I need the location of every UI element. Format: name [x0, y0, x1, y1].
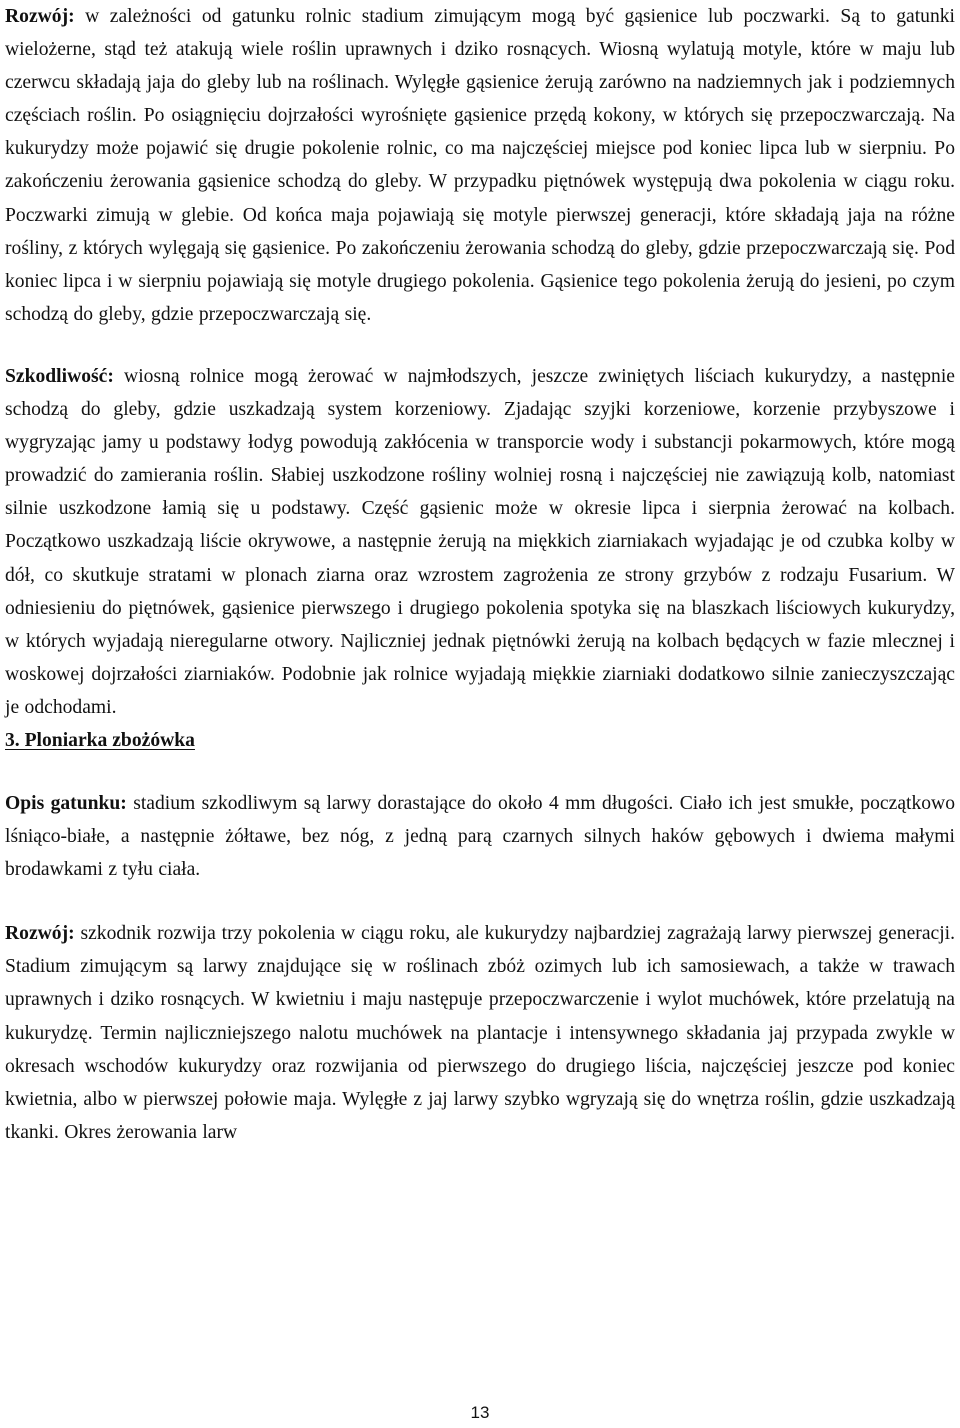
paragraph-text: wiosną rolnice mogą żerować w najmłodszych, jeszcze zwiniętych liściach kukurydzy, a następnie schodzą do gleby, gdzie uszkadzają system korzeniowy. Zjadając szyjki korzeniowe, korzenie przybyszowe i wygryzając jamy u podstawy łodyg powodują zakłócenia w transporcie wody i substancji pokarmowych, które mogą prowadzić do zamierania roślin. Słabiej uszkodzone rośliny wolniej rosną i najczęściej nie zawiązują kolb, natomiast silnie uszkodzone łamią się u podstawy. Część gąsienic może w okresie lipca i sierpnia żerować na kolbach. Początkowo uszkadzają liście okrywowe, a następnie żerują na miękkich ziarniakach wyjadając je od czubka kolby w dół, co skutkuje stratami w plonach ziarna oraz wzrostem zagrożenia ze strony grzybów z rodzaju Fusarium. W odniesieniu do piętnówek, gąsienice pierwszego i drugiego pokolenia spotyka się na blaszkach liściowych kukurydzy, w których wyjadają nieregularne otwory. Najliczniej jednak piętnówki żerują na kolbach będących w fazie mlecznej i woskowej dojrzałości ziarniaków. Podobnie jak rolnice wyjadają miękkie ziarniaki dodatkowo silnie zanieczyszczając je odchodami. [5, 365, 955, 718]
paragraph-label: Rozwój: [5, 923, 75, 945]
document-page [5, 0, 955, 1149]
paragraph-label: Szkodliwość: [5, 365, 114, 387]
paragraph-label: Opis gatunku: [5, 792, 127, 814]
paragraph-label: Rozwój: [5, 6, 75, 27]
paragraph-text: w zależności od gatunku rolnic stadium zimującym mogą być gąsienice lub poczwarki. Są to gatunki wielożerne, stąd też atakują wiele roślin uprawnych i dziko rosnących. Wiosną wylatują motyle, które w maju lub czerwcu składają jaja do gleby lub na roślinach. Wylęgłe gąsienice żerują zarówno na nadziemnych jak i podziemnych częściach roślin. Po osiągnięciu dojrzałości wyrośnięte gąsienice przędą kokony, w których się przepoczwarczają. Na kukurydzy może pojawić się drugie pokolenie rolnic, co ma najczęściej miejsce pod koniec lipca lub w sierpniu. Po zakończeniu żerowania gąsienice schodzą do gleby. W przypadku piętnówek występują dwa pokolenia w ciągu roku. Poczwarki zimują w glebie. Od końca maja pojawiają się motyle pierwszej generacji, które składają jaja na różne rośliny, z których wylęgają się gąsienice. Po zakończeniu żerowania schodzą do gleby, gdzie przepoczwarczają się. Pod koniec lipca i w sierpniu pojawiają się motyle drugiego pokolenia. Gąsienice tego pokolenia żerują do jesieni, po czym schodzą do gleby, gdzie przepoczwarczają się. [5, 6, 955, 325]
section-heading: 3. Ploniarka zbożówka [5, 729, 195, 751]
paragraph-development-frit-fly [5, 917, 955, 1149]
paragraph-text: szkodnik rozwija trzy pokolenia w ciągu roku, ale kukurydzy najbardziej zagrażają larwy pierwszej generacji. Stadium zimującym są larwy znajdujące się w roślinach zbóż ozimych lub ich samosiewach, a także w trawach uprawnych i dziko rosnących. W kwietniu i maju następuje przepoczwarczenie i wylot muchówek, które przelatują na kukurydzę. Termin najliczniejszego nalotu muchówek na plantacje i intensywnego składania jaj przypada zwykle w okresach wschodów kukurydzy oraz rozwijania od pierwszego do drugiego liścia, najczęściej jeszcze pod koniec kwietnia, albo w pierwszej połowie maja. Wylęgłe z jaj larwy szybko wgryzają się do wnętrza roślin, gdzie uszkadzają tkanki. Okres żerowania larw [5, 923, 955, 1143]
paragraph-species-description [5, 787, 955, 886]
paragraph-development-cutworms [5, 0, 955, 331]
paragraph-harmfulness [5, 360, 955, 724]
page-number: 13 [470, 1403, 490, 1422]
paragraph-text: stadium szkodliwym są larwy dorastające do około 4 mm długości. Ciało ich jest smukłe, początkowo lśniąco-białe, a następnie żółtawe, bez nóg, z jedną parą czarnych silnych haków gębowych i dwiema małymi brodawkami z tyłu ciała. [5, 792, 955, 881]
